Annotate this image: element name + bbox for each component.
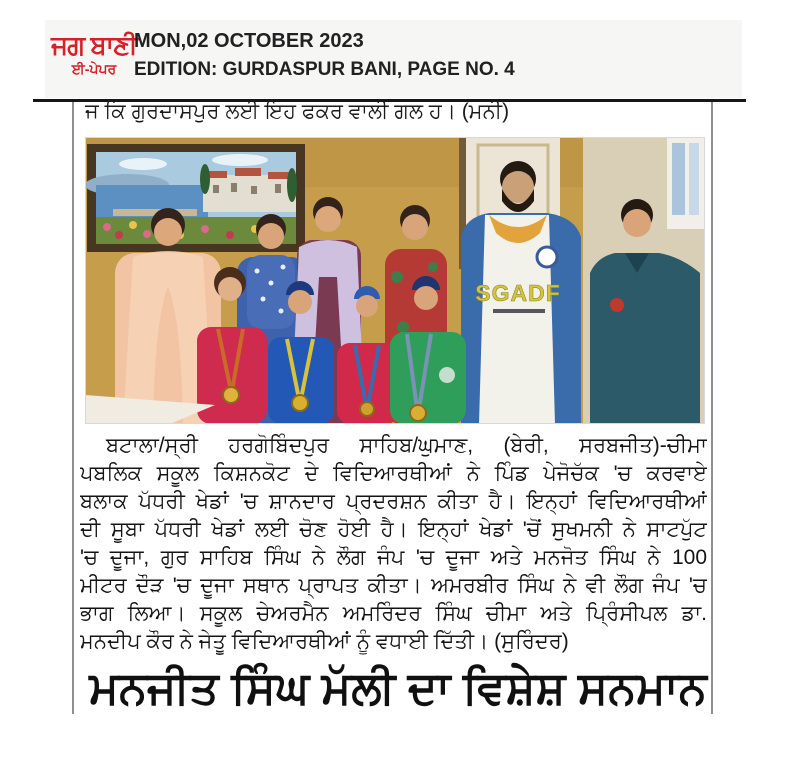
body-line: ਪਬਲਿਕ ਸਕੂਲ ਕਿਸ਼ਨਕੋਟ ਦੇ ਵਿਦਿਆਰਥੀਆਂ ਨੇ ਪਿੰਡ ਪੇਜੋਚੱਕ 'ਚ ਕਰਵਾਏ <box>80 462 707 485</box>
column-rule-left <box>72 102 74 714</box>
medal <box>292 395 308 411</box>
body-line: ਬਟਾਲਾ/ਸ੍ਰੀ ਹਰਗੋਬਿੰਦਪੁਰ ਸਾਹਿਬ/ਘੁਮਾਣ, (ਬੇਰੀ, ਸਰਬਜੀਤ)-ਚੀਮਾ <box>106 434 707 457</box>
edition-date: MON,02 OCTOBER 2023 <box>134 30 364 52</box>
newspaper-logo <box>47 29 141 77</box>
column-rule-right <box>711 102 713 714</box>
previous-article-tail: ਜ ਕਿ ਗੁਰਦਾਸਪੁਰ ਲਈ ਇਹ ਫਕਰ ਵਾਲੀ ਗਲ ਹ। (ਮਨੀ) <box>85 100 510 123</box>
article-photo-illustration <box>85 137 705 424</box>
body-line: ਮਨਦੀਪ ਕੌਰ ਨੇ ਜੇਤੂ ਵਿਦਿਆਰਥੀਆਂ ਨੂੰ ਵਧਾਈ ਦਿੱਤੀ। (ਸੁਰਿੰਦਰ) <box>80 630 569 653</box>
body-line: ਬਲਾਕ ਪੱਧਰੀ ਖੇਡਾਂ 'ਚ ਸ਼ਾਨਦਾਰ ਪ੍ਰਦਰਸ਼ਨ ਕੀਤਾ ਹੈ। ਇਨ੍ਹਾਂ ਵਿਦਿਆਰਥੀਆਂ <box>80 490 707 513</box>
body-line: ਭਾਗ ਲਿਆ। ਸਕੂਲ ਚੇਅਰਮੈਨ ਅਮਰਿੰਦਰ ਸਿੰਘ ਚੀਮਾ ਅਤੇ ਪ੍ਰਿੰਸੀਪਲ ਡਾ. <box>80 602 707 625</box>
article-body <box>80 432 707 656</box>
newspaper-logo-title: ਜਗ ਬਾਣੀ <box>51 30 137 60</box>
newspaper-logo-subtitle: ਈ-ਪੇਪਰ <box>71 61 117 77</box>
medal <box>410 405 426 421</box>
medal <box>360 402 374 416</box>
body-line: 'ਚ ਦੂਜਾ, ਗੁਰ ਸਾਹਿਬ ਸਿੰਘ ਨੇ ਲੌਗ ਜੰਪ 'ਚ ਦੂਜਾ ਅਤੇ ਮਨਜੋਤ ਸਿੰਘ ਨੇ 100 <box>80 546 707 569</box>
medal <box>223 387 239 403</box>
next-article-headline-wrap <box>85 662 711 712</box>
window <box>667 137 705 229</box>
edition-info: EDITION: GURDASPUR BANI, PAGE NO. 4 <box>134 59 515 80</box>
body-line: ਦੀ ਸੂਬਾ ਪੱਧਰੀ ਖੇਡਾਂ ਲਈ ਚੋਣ ਹੋਈ ਹੈ। ਇਨ੍ਹਾਂ ਖੇਡਾਂ 'ਚੋਂ ਸੁਖਮਨੀ ਨੇ ਸਾਟਪੁੱਟ <box>80 518 707 541</box>
next-article-headline: ਮਨਜੀਤ ਸਿੰਘ ਮੱਲੀ ਦਾ ਵਿਸ਼ੇਸ਼ ਸਨਮਾਨ <box>89 662 707 712</box>
article-photo <box>85 137 705 424</box>
body-line: ਮੀਟਰ ਦੌੜ 'ਚ ਦੂਜਾ ਸਥਾਨ ਪ੍ਰਾਪਤ ਕੀਤਾ। ਅਮਰਬੀਰ ਸਿੰਘ ਨੇ ਵੀ ਲੌਗ ਜੰਪ 'ਚ <box>80 574 707 597</box>
jersey-text: SGADF <box>475 280 561 306</box>
masthead <box>45 20 742 98</box>
